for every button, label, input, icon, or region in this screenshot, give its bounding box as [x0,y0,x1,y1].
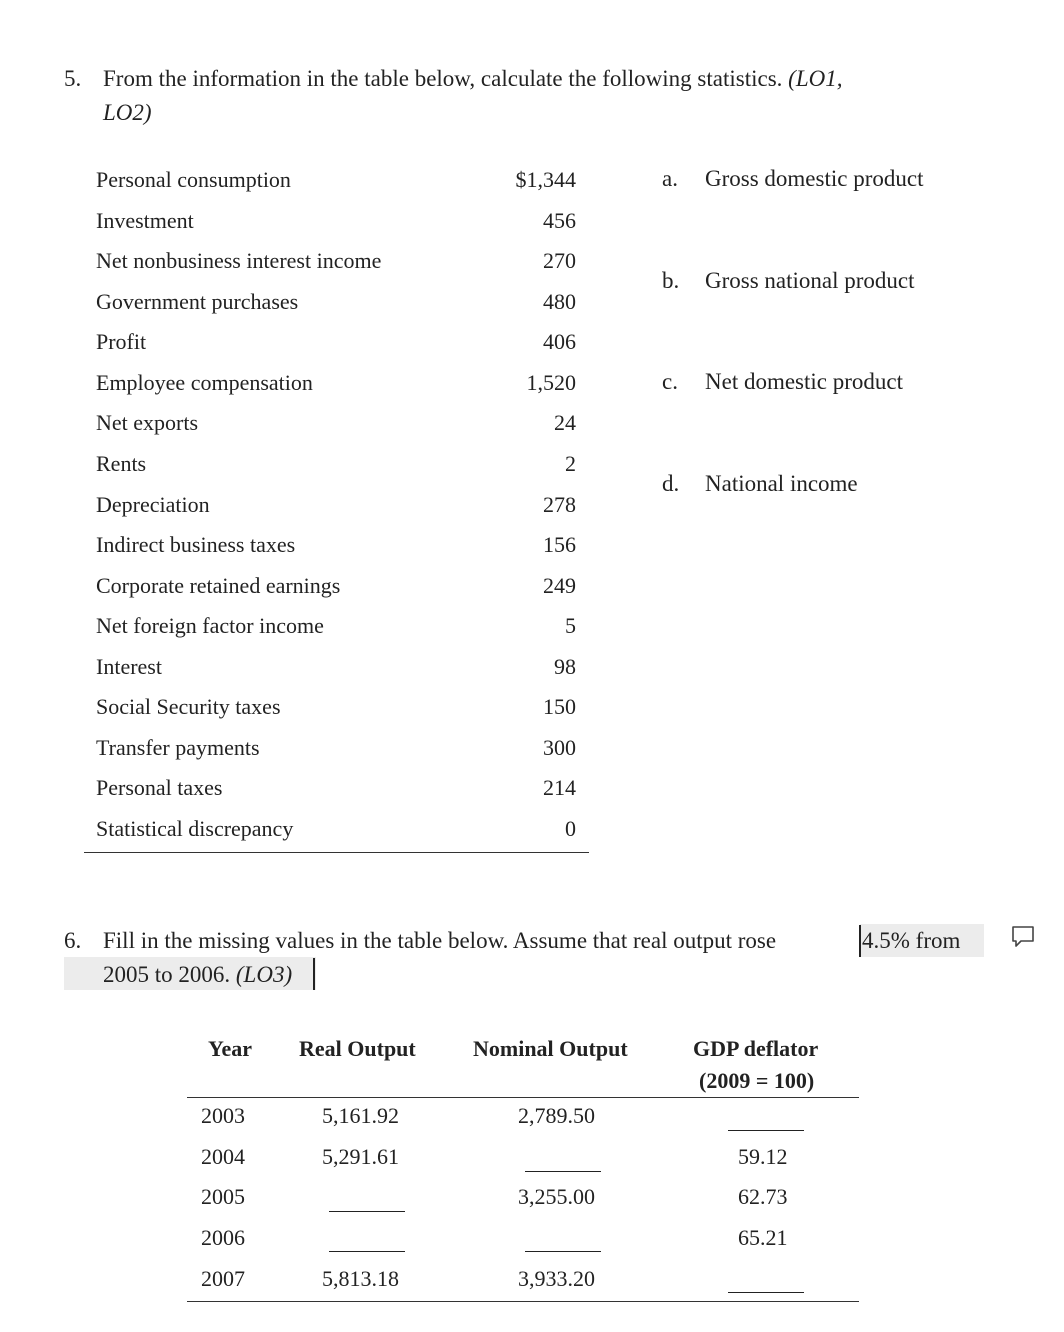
header-nominal-output: Nominal Output [473,1036,628,1061]
item-value: $1,344 [515,167,576,192]
option-b: b. [662,268,680,293]
row-2007-nominal-output: 3,933.20 [518,1266,595,1291]
item-value: 156 [543,532,576,557]
item-label: Profit [96,329,147,354]
item-value: 150 [543,694,576,719]
option-d: d. [662,471,680,496]
header-real-output: Real Output [299,1036,416,1061]
row-2004-gdp-deflator: 59.12 [738,1144,788,1169]
item-value: 214 [543,775,576,800]
option-c-text: Net domestic product [705,369,904,394]
item-value: 24 [554,410,576,435]
row-2004-nominal-blank[interactable] [525,1171,601,1172]
option-b-text: Gross national product [705,268,915,293]
item-value: 1,520 [526,370,576,395]
item-label: Social Security taxes [96,694,281,719]
item-label: Personal taxes [96,775,223,800]
item-label: Rents [96,451,147,476]
row-2007-deflator-blank[interactable] [728,1292,804,1293]
item-value: 300 [543,735,576,760]
q5-number: 5. [64,66,82,91]
row-2004-year: 2004 [201,1144,245,1169]
item-label: Corporate retained earnings [96,573,341,598]
option-c: c. [662,369,678,394]
row-2006-year: 2006 [201,1225,245,1250]
row-2005-gdp-deflator: 62.73 [738,1184,788,1209]
item-value: 0 [565,816,576,841]
q6-question-text-end: 2005 to 2006. [103,962,231,987]
item-label: Indirect business taxes [96,532,296,557]
item-label: Personal consumption [96,167,291,192]
row-2005-real-blank[interactable] [329,1211,405,1212]
q6-highlighted-text[interactable]: 4.5% from [862,928,961,953]
item-value: 249 [543,573,576,598]
item-value: 456 [543,208,576,233]
q6-learning-objective: (LO3) [235,962,293,987]
item-label: Employee compensation [96,370,313,395]
item-label: Investment [96,208,194,233]
q5-learning-objective-1: (LO1, [788,66,843,91]
item-value: 270 [543,248,576,273]
header-gdp-deflator: GDP deflator [693,1036,819,1061]
q6-text-line2 [103,958,292,991]
option-d-text: National income [705,471,858,496]
item-value: 2 [565,451,576,476]
row-2004-real-output: 5,291.61 [322,1144,399,1169]
item-value: 5 [565,613,576,638]
item-label: Statistical discrepancy [96,816,294,841]
q6-number: 6. [64,928,82,953]
item-label: Net exports [96,410,199,435]
comment-icon[interactable] [1010,925,1036,949]
row-2007-real-output: 5,813.18 [322,1266,399,1291]
q5-text-line1 [103,62,842,95]
item-value: 480 [543,289,576,314]
option-a: a. [662,166,678,191]
item-value: 278 [543,492,576,517]
row-2007-year: 2007 [201,1266,245,1291]
item-label: Depreciation [96,492,210,517]
q5-question-text: From the information in the table below, calculate the following statistics. [103,66,783,91]
item-label: Net nonbusiness interest income [96,248,382,273]
q6-header-rule [187,1097,859,1098]
item-label: Transfer payments [96,735,260,760]
q5-table-bottom-rule [84,852,589,853]
item-value: 406 [543,329,576,354]
q6-table-bottom-rule [187,1301,859,1302]
header-deflator-base: (2009 = 100) [699,1068,815,1093]
row-2003-nominal-output: 2,789.50 [518,1103,595,1128]
item-label: Government purchases [96,289,299,314]
text-cursor-start [859,925,861,957]
option-a-text: Gross domestic product [705,166,924,191]
row-2006-real-blank[interactable] [329,1251,405,1252]
item-label: Interest [96,654,162,679]
row-2006-nominal-blank[interactable] [525,1251,601,1252]
row-2005-year: 2005 [201,1184,245,1209]
row-2006-gdp-deflator: 65.21 [738,1225,788,1250]
row-2003-deflator-blank[interactable] [728,1130,804,1131]
item-value: 98 [554,654,576,679]
q5-learning-objective-2: LO2) [103,100,152,125]
item-label: Net foreign factor income [96,613,324,638]
row-2003-year: 2003 [201,1103,245,1128]
row-2003-real-output: 5,161.92 [322,1103,399,1128]
q6-text-line1: Fill in the missing values in the table below. Assume that real output rose [103,928,777,953]
row-2005-nominal-output: 3,255.00 [518,1184,595,1209]
header-year: Year [208,1036,252,1061]
text-cursor-end [313,958,315,990]
